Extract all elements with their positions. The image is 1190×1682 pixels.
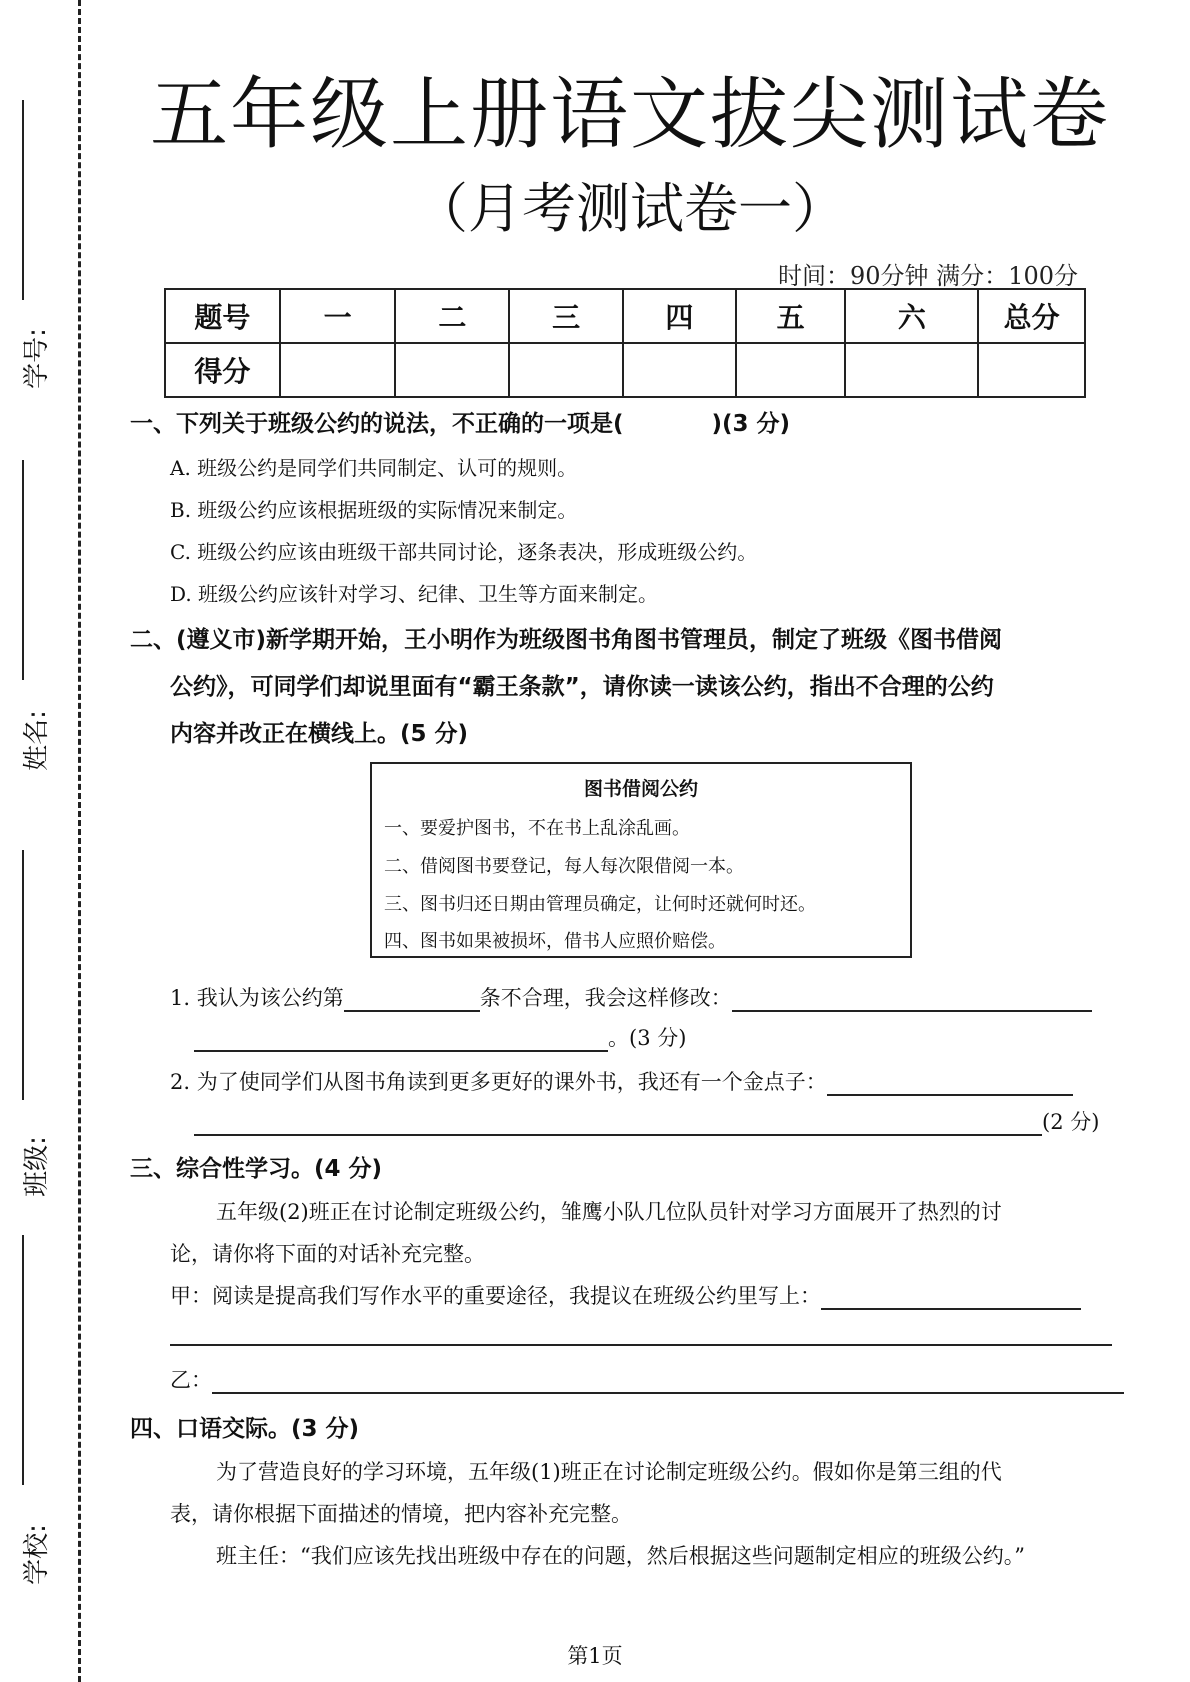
q1-stem-points: )(3 分) — [711, 411, 791, 437]
q3-yi-blank[interactable] — [212, 1372, 1124, 1394]
library-convention-box — [370, 762, 912, 958]
convention-item: 二、借阅图书要登记，每人每次限借阅一本。 — [384, 856, 744, 877]
q2-sub2-cont — [194, 1106, 1099, 1136]
q2-stem-line2: 公约》，可同学们却说里面有“霸王条款”，请你读一读该公约，指出不合理的公约 — [170, 674, 994, 700]
class-label: 班级: — [21, 1136, 52, 1197]
convention-title: 图书借阅公约 — [583, 778, 698, 800]
score-header-cell: 五 — [736, 289, 846, 343]
q1-stem — [130, 405, 790, 438]
q2-sub1-revision-blank-2[interactable] — [194, 1030, 608, 1052]
score-row-label: 得分 — [165, 343, 280, 397]
score-input-cell[interactable] — [978, 343, 1085, 397]
q2-stem-line1: 二、(遵义市)新学期开始，王小明作为班级图书角图书管理员，制定了班级《图书借阅 — [130, 627, 1003, 653]
time-score-info: 时间：90分钟 满分：100分 — [778, 262, 1078, 290]
q2-sub1-revision-blank[interactable] — [732, 990, 1092, 1012]
class-line — [22, 850, 24, 1100]
score-header-cell: 总分 — [978, 289, 1085, 343]
q2-sub1-end: 。(3 分) — [608, 1026, 687, 1050]
binding-margin — [0, 0, 90, 1682]
q2-stem-line3: 内容并改正在横线上。(5 分) — [170, 721, 469, 747]
student-id-label: 学号: — [21, 328, 52, 389]
q2-sub2 — [170, 1066, 1073, 1096]
score-header-cell: 六 — [845, 289, 978, 343]
name-label: 姓名: — [21, 710, 52, 771]
score-header-cell: 三 — [509, 289, 623, 343]
q4-para-line2: 表，请你根据下面描述的情境，把内容补充完整。 — [170, 1502, 632, 1526]
q1-option-b: B. 班级公约应该根据班级的实际情况来制定。 — [170, 498, 578, 522]
score-table — [164, 288, 1086, 398]
q1-option-c: C. 班级公约应该由班级干部共同讨论，逐条表决，形成班级公约。 — [170, 540, 758, 564]
q4-para-line1: 为了营造良好的学习环境，五年级(1)班正在讨论制定班级公约。假如你是第三组的代 — [216, 1460, 1002, 1484]
q4-teacher-line: 班主任：“我们应该先找出班级中存在的问题，然后根据这些问题制定相应的班级公约。” — [216, 1544, 1025, 1568]
page-number: 第1页 — [567, 1644, 623, 1668]
q2-sub1-text-b: 条不合理，我会这样修改： — [479, 986, 732, 1010]
score-header-cell: 题号 — [165, 289, 280, 343]
convention-item: 四、图书如果被损坏，借书人应照价赔偿。 — [384, 931, 726, 952]
q2-sub2-idea-blank-2[interactable] — [194, 1114, 1042, 1136]
q2-sub1 — [170, 982, 1092, 1012]
score-input-cell[interactable] — [280, 343, 396, 397]
score-input-cell[interactable] — [509, 343, 623, 397]
q1-option-d: D. 班级公约应该针对学习、纪律、卫生等方面来制定。 — [170, 582, 659, 606]
name-line — [22, 460, 24, 680]
q3-title: 三、综合性学习。(4 分) — [130, 1156, 383, 1182]
q4-title: 四、口语交际。(3 分) — [130, 1416, 360, 1442]
q3-jia-blank-2[interactable] — [170, 1344, 1112, 1346]
score-input-cell[interactable] — [736, 343, 846, 397]
score-input-cell[interactable] — [623, 343, 736, 397]
score-input-cell[interactable] — [395, 343, 509, 397]
q2-sub1-item-blank[interactable] — [344, 990, 480, 1012]
score-input-cell[interactable] — [845, 343, 978, 397]
score-header-cell: 一 — [280, 289, 396, 343]
score-table-header-row — [165, 289, 1085, 343]
score-table-score-row — [165, 343, 1085, 397]
q2-sub1-cont — [194, 1022, 686, 1052]
q3-jia — [170, 1280, 1081, 1310]
q1-stem-text: 一、下列关于班级公约的说法，不正确的一项是( — [130, 411, 624, 437]
q3-yi — [170, 1364, 1124, 1394]
student-id-line — [22, 100, 24, 300]
q3-para-line2: 论，请你将下面的对话补充完整。 — [170, 1242, 485, 1266]
school-line — [22, 1235, 24, 1485]
q2-sub2-idea-blank[interactable] — [827, 1074, 1073, 1096]
q2-sub2-end: (2 分) — [1042, 1110, 1100, 1134]
school-label: 学校: — [21, 1524, 52, 1585]
score-header-cell: 二 — [395, 289, 509, 343]
q3-para-line1: 五年级(2)班正在讨论制定班级公约，雏鹰小队几位队员针对学习方面展开了热烈的讨 — [216, 1200, 1002, 1224]
binding-dashed-line — [78, 0, 81, 1682]
convention-item: 一、要爱护图书，不在书上乱涂乱画。 — [384, 818, 690, 839]
q3-yi-text: 乙： — [170, 1368, 212, 1392]
q2-sub1-text-a: 1. 我认为该公约第 — [170, 986, 344, 1010]
q3-jia-text: 甲：阅读是提高我们写作水平的重要途径，我提议在班级公约里写上： — [170, 1284, 821, 1308]
q3-jia-blank[interactable] — [821, 1288, 1081, 1310]
q2-sub2-text: 2. 为了使同学们从图书角读到更多更好的课外书，我还有一个金点子： — [170, 1070, 827, 1094]
exam-title: 五年级上册语文拔尖测试卷 — [149, 70, 1110, 160]
convention-item: 三、图书归还日期由管理员确定，让何时还就何时还。 — [384, 894, 816, 915]
q1-option-a: A. 班级公约是同学们共同制定、认可的规则。 — [170, 456, 578, 480]
score-header-cell: 四 — [623, 289, 736, 343]
exam-subtitle: （月考测试卷一） — [414, 177, 846, 240]
